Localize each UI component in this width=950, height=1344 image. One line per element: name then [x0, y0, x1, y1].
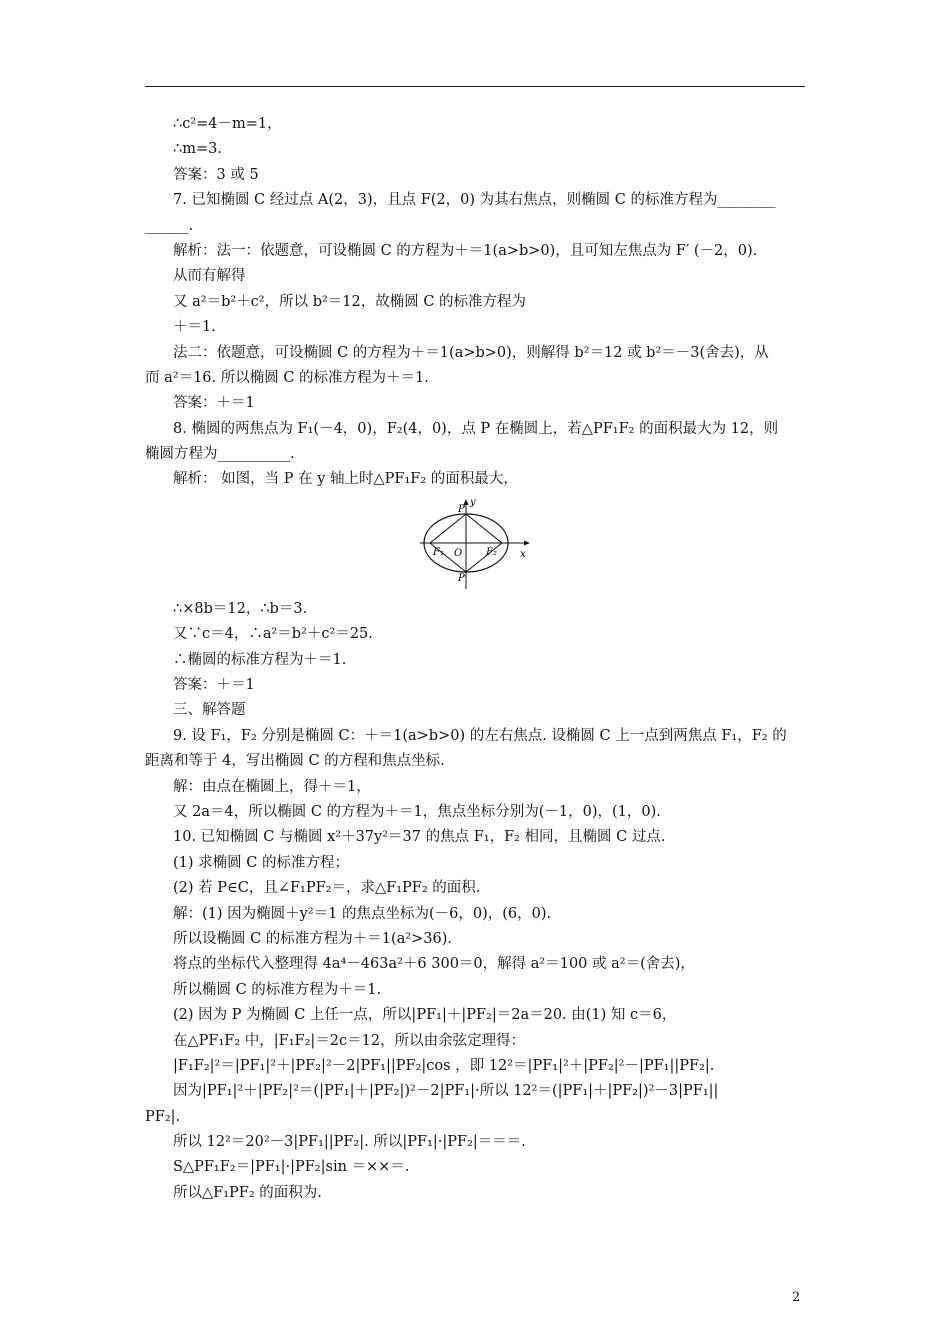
label-p-top: P — [458, 503, 465, 515]
label-x-axis: x — [520, 548, 526, 560]
question-9-cont: 距离和等于 4，写出椭圆 C 的方程和焦点坐标. — [145, 753, 445, 770]
question-7: 7. 已知椭圆 C 经过点 A(2，3)，且点 F(2，0) 为其右焦点，则椭圆 C 的标准方程为________ — [173, 192, 776, 209]
label-f2: F₂ — [486, 546, 497, 558]
text-line: ∴m=3. — [173, 141, 222, 158]
text-line: 而 a²＝16. 所以椭圆 C 的标准方程为＋＝1. — [145, 369, 429, 386]
text-line: 法二：依题意，可设椭圆 C 的方程为＋＝1(a>b>0)，则解得 b²＝12 或 b²＝－3(舍去)，从 — [173, 344, 769, 361]
text-line: ∴椭圆的标准方程为＋＝1. — [173, 651, 347, 668]
text-line: 所以椭圆 C 的标准方程为＋＝1. — [173, 981, 382, 998]
text-line: 解析： 如图，当 P 在 y 轴上时△PF₁F₂ 的面积最大， — [173, 471, 518, 488]
ellipse-figure — [145, 493, 807, 593]
question-10: 10. 已知椭圆 C 与椭圆 x²＋37y²＝37 的焦点 F₁，F₂ 相同，且椭圆 C 过点. — [173, 829, 666, 846]
header-rule — [145, 86, 805, 87]
text-line: ∴×8b＝12，∴b＝3. — [173, 600, 308, 617]
text-line: 因为|PF₁|²＋|PF₂|²＝(|PF₁|＋|PF₂|)²－2|PF₁|·所以 12²＝(|PF₁|＋|PF₂|)²－3|PF₁|| — [173, 1083, 719, 1100]
answer-line: 答案：3 或 5 — [173, 166, 259, 183]
text-line: 从而有解得 — [173, 268, 246, 285]
question-9: 9. 设 F₁，F₂ 分别是椭圆 C：＋＝1(a>b>0) 的左右焦点. 设椭圆 C 上一点到两焦点 F₁，F₂ 的 — [173, 727, 787, 744]
text-line: 又∵c＝4，∴a²＝b²＋c²＝25. — [173, 626, 373, 643]
page-body — [145, 112, 807, 1206]
page-number: 2 — [792, 1290, 801, 1305]
x-axis-arrow-icon — [524, 540, 530, 545]
text-line: S△PF₁F₂＝|PF₁|·|PF₂|sin ＝××＝. — [173, 1159, 410, 1176]
text-line: |F₁F₂|²＝|PF₁|²＋|PF₂|²－2|PF₁||PF₂|cos ，即 12²＝|PF₁|²＋|PF₂|²－|PF₁||PF₂|. — [173, 1057, 715, 1074]
text-line: 又 a²＝b²＋c²，所以 b²＝12，故椭圆 C 的标准方程为 — [173, 293, 527, 310]
text-line: (2) 因为 P 为椭圆 C 上任一点，所以|PF₁|＋|PF₂|＝2a＝20. 由(1) 知 c＝6， — [173, 1007, 677, 1024]
answer-line: 答案：＋＝1 — [173, 395, 255, 412]
text-line: 解：由点在椭圆上，得＋＝1， — [173, 778, 371, 795]
label-p-bottom: P — [458, 572, 465, 584]
text-line: 又 2a＝4，所以椭圆 C 的方程为＋＝1，焦点坐标分别为(－1，0)，(1，0). — [173, 803, 661, 820]
text-line: (2) 若 P∈C，且∠F₁PF₂＝，求△F₁PF₂ 的面积. — [173, 880, 481, 897]
text-line: 将点的坐标代入整理得 4a⁴－463a²＋6 300＝0，解得 a²＝100 或 a²＝(舍去)， — [173, 956, 695, 973]
text-line: (1) 求椭圆 C 的标准方程； — [173, 854, 349, 871]
question-7-cont: ______. — [145, 217, 194, 234]
text-line: 所以△F₁PF₂ 的面积为. — [173, 1184, 322, 1201]
text-line: 在△PF₁F₂ 中，|F₁F₂|＝2c＝12，所以由余弦定理得： — [173, 1032, 526, 1049]
section-heading: 三、解答题 — [173, 702, 246, 719]
label-y-axis: y — [470, 496, 476, 508]
text-line: 解：(1) 因为椭圆＋y²＝1 的焦点坐标为(－6，0)，(6，0). — [173, 905, 552, 922]
text-line: 所以 12²＝20²－3|PF₁||PF₂|. 所以|PF₁|·|PF₂|＝＝＝. — [173, 1134, 526, 1151]
text-line: 所以设椭圆 C 的标准方程为＋＝1(a²>36). — [173, 930, 453, 947]
text-line: 解析：法一：依题意，可设椭圆 C 的方程为＋＝1(a>b>0)，且可知左焦点为 F′ (－2，0). — [173, 242, 758, 259]
label-origin: O — [454, 547, 463, 559]
question-8-cont: 椭圆方程为__________. — [145, 446, 295, 463]
label-f1: F₁ — [433, 546, 444, 558]
ellipse-diagram — [416, 495, 536, 591]
question-8: 8. 椭圆的两焦点为 F₁(－4，0)，F₂(4，0)，点 P 在椭圆上，若△PF₁F₂ 的面积最大为 12，则 — [173, 420, 779, 437]
text-line: PF₂|. — [145, 1108, 181, 1125]
text-line: ＋＝1. — [173, 319, 216, 336]
text-line: ∴c²=4－m=1， — [173, 116, 282, 132]
answer-line: 答案：＋＝1 — [173, 677, 255, 694]
